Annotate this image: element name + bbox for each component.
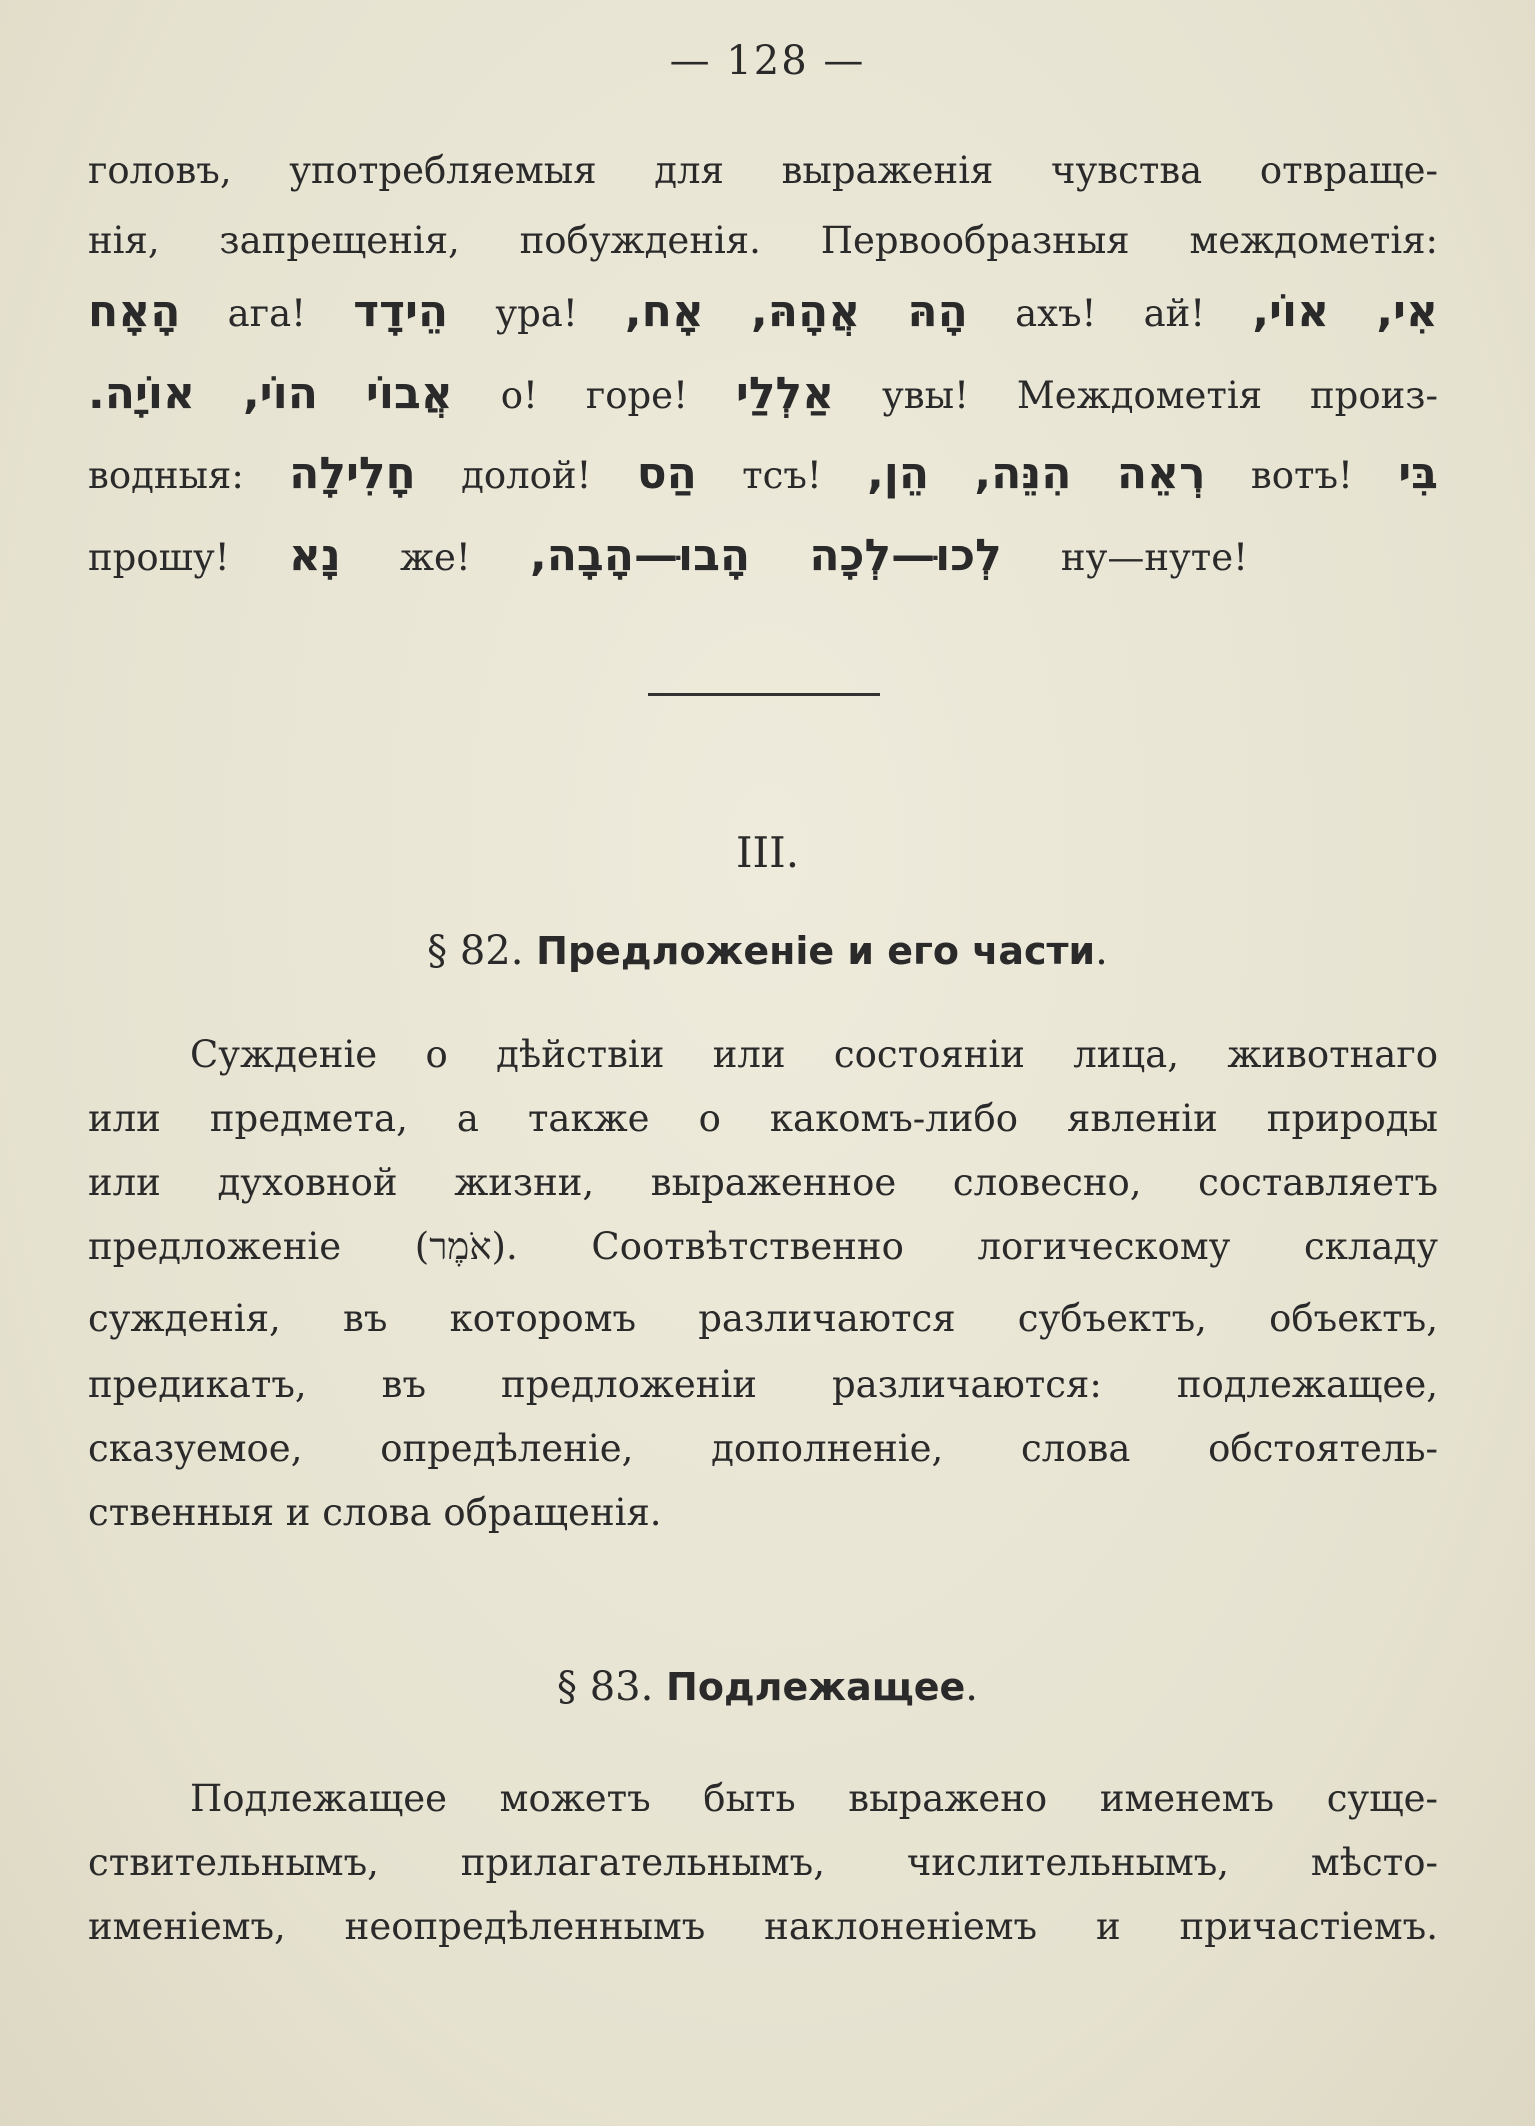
section-82-title: Предложеніе и его части <box>536 929 1096 973</box>
section-82-line: Сужденіе о дѣйствіи или состояніи лица, животнаго <box>190 1033 1438 1076</box>
hebrew-word: הִנֵּה, <box>974 448 1072 499</box>
russian-word: увы! <box>882 374 969 417</box>
section-82-line: ственныя и слова обращенія. <box>88 1491 662 1534</box>
section-83-number: § 83. <box>557 1664 654 1710</box>
hebrew-word: הָאָח <box>88 286 181 337</box>
hebrew-word: אֲבוֹי <box>365 368 453 419</box>
hebrew-word: לְכוּ—לְכָה <box>809 530 1002 581</box>
section-83-heading <box>0 1664 1535 1710</box>
russian-word: ура! <box>495 292 578 335</box>
hebrew-word: אֲהָהּ, <box>751 286 861 337</box>
interjection-line <box>88 530 1249 581</box>
russian-word: же! <box>400 536 471 579</box>
section-83-line: Подлежащее можетъ быть выражено именемъ суще- <box>190 1777 1438 1820</box>
hebrew-word: רְאֵה <box>1116 448 1206 499</box>
hebrew-word: הוֹי, <box>242 368 318 419</box>
intro-line: головъ, употребляемыя для выраженія чувства отвраще- <box>88 149 1438 192</box>
russian-word: тсъ! <box>742 454 822 497</box>
russian-word: водныя: <box>88 454 244 497</box>
section-82-heading <box>0 928 1535 974</box>
hebrew-word: בִּי <box>1398 448 1438 499</box>
page-number: — 128 — <box>669 38 866 84</box>
hebrew-word: אַלְלַי <box>735 368 835 419</box>
section-82-end: . <box>1095 928 1108 974</box>
hebrew-word: נָא <box>288 530 341 581</box>
section-82-line: сказуемое, опредѣленіе, дополненіе, слова обстоятель- <box>88 1427 1438 1470</box>
hebrew-word: הֵידָד <box>353 286 449 337</box>
section-82-line: или предмета, а также о какомъ-либо явленіи природы <box>88 1097 1438 1140</box>
hebrew-word: אוֹי, <box>1252 286 1330 337</box>
russian-word: Междометія произ- <box>1016 374 1438 417</box>
russian-word: вотъ! <box>1250 454 1353 497</box>
section-82-line: сужденія, въ которомъ различаются субъектъ, объектъ, <box>88 1297 1438 1340</box>
section-82-line: предложеніе (אֹמֶר). Соотвѣтственно логическому складу <box>88 1225 1439 1268</box>
part-numeral: III. <box>735 828 800 877</box>
hebrew-word: הֵן, <box>867 448 930 499</box>
section-82-line: предикатъ, въ предложеніи различаются: подлежащее, <box>88 1363 1438 1406</box>
section-83-end: . <box>965 1664 978 1710</box>
hebrew-word: הָבוּ—הָבָה, <box>529 530 751 581</box>
russian-word: прошу! <box>88 536 230 579</box>
section-83-title: Подлежащее <box>666 1665 966 1709</box>
interjection-line <box>88 368 1438 419</box>
section-83-line: именіемъ, неопредѣленнымъ наклоненіемъ и причастіемъ. <box>88 1905 1438 1948</box>
russian-word: долой! <box>461 454 592 497</box>
hebrew-word: הָהּ <box>907 286 968 337</box>
hebrew-word: אוֹיָה. <box>88 368 196 419</box>
section-83-line: ствительнымъ, прилагательнымъ, числительнымъ, мѣсто- <box>88 1841 1438 1884</box>
section-82-line: или духовной жизни, выраженное словесно, составляетъ <box>88 1161 1438 1204</box>
intro-line: нія, запрещенія, побужденія. Первообразныя междометія: <box>88 219 1438 262</box>
russian-word: о! горе! <box>500 374 688 417</box>
hebrew-word: חָלִילָה <box>289 448 416 499</box>
interjection-line <box>88 448 1438 499</box>
hebrew-word: אָח, <box>624 286 704 337</box>
hebrew-word: הַס <box>636 448 697 499</box>
russian-word: ахъ! ай! <box>1015 292 1206 335</box>
russian-word: ну—нуте! <box>1060 536 1249 579</box>
section-82-number: § 82. <box>427 928 524 974</box>
section-divider <box>648 693 880 696</box>
interjection-line <box>88 286 1439 337</box>
hebrew-word: אִי, <box>1376 286 1439 337</box>
russian-word: ага! <box>227 292 307 335</box>
